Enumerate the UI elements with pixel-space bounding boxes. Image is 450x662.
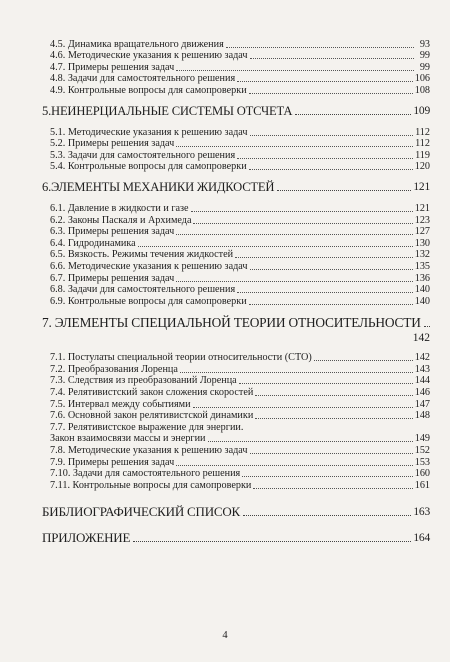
dot-leader [193,223,412,224]
appendix-page: 164 [413,531,430,544]
bibliography-page: 163 [413,505,430,518]
dot-leader [176,465,412,466]
entry-title: 6.4. Гидродинамика [50,237,136,249]
entry-title: 5.2. Примеры решения задач [50,138,175,150]
toc-entry [50,50,430,62]
dot-leader [250,58,414,59]
toc-entry [50,214,430,226]
dot-leader [314,360,413,361]
entry-title: 4.6. Методические указания к решению задач [50,50,248,62]
dot-leader [235,257,413,258]
entry-page: 140 [414,284,430,296]
entry-page: 130 [414,237,430,249]
toc-entry [50,202,430,214]
entry-title: 6.7. Примеры решения задач [50,272,175,284]
ch5-section-list [50,126,430,172]
entry-page: 119 [415,149,430,161]
table-of-contents [42,38,430,553]
entry-title: 7.9. Примеры решения задач [50,456,175,468]
toc-entry [50,421,430,433]
entry-title: 5.3. Задачи для самостоятельного решения [50,149,236,161]
entry-title: 6.1. Давление в жидкости и газе [50,202,189,214]
dot-leader [249,93,413,94]
toc-entry [50,138,430,150]
entry-page: 132 [414,249,430,261]
entry-page: 99 [419,50,430,62]
dot-leader [250,269,413,270]
chapter-heading [42,180,430,194]
toc-entry [50,284,430,296]
entry-title: 7.2. Преобразования Лоренца [50,363,178,375]
entry-page: 152 [414,445,430,457]
entry-page: 99 [419,61,430,73]
dot-leader [242,476,412,477]
entry-title: 7.8. Методические указания к решению задач [50,445,248,457]
entry-page: 161 [414,479,430,491]
dot-leader [176,281,412,282]
entry-title: 7.6. Основной закон релятивистской динамики [50,410,254,422]
entry-page: 148 [414,410,430,422]
entry-title: 7.4. Релятивистский закон сложения скоростей [50,387,254,399]
dot-leader [249,304,413,305]
dot-leader [255,395,412,396]
toc-entry [50,386,430,398]
appendix-heading [42,531,430,545]
toc-entry [50,352,430,364]
dot-leader [226,47,414,48]
toc-entry [50,410,430,422]
dot-leader [237,292,413,293]
entry-page: 144 [414,375,430,387]
entry-title: 5.4. Контрольные вопросы для самопроверки [50,161,247,173]
entry-title: Закон взаимосвязи массы и энергии [50,433,206,445]
entry-page: 120 [414,161,430,173]
toc-entry [50,237,430,249]
chapter-title: 6.ЭЛЕМЕНТЫ МЕХАНИКИ ЖИДКОСТЕЙ [42,180,275,195]
dot-leader [250,135,414,136]
chapter-page: 109 [413,104,430,117]
bibliography-title: БИБЛИОГРАФИЧЕСКИЙ СПИСОК [42,503,241,519]
toc-entry [50,468,430,480]
entry-title: 7.11. Контрольные вопросы для самопроверки [50,479,252,491]
chapter-heading [42,316,430,330]
toc-entry [50,161,430,173]
entry-title: 6.6. Методические указания к решению задач [50,260,248,272]
toc-entry [50,249,430,261]
appendix-title: ПРИЛОЖЕНИЕ [42,529,131,545]
dot-leader [180,372,413,373]
entry-page: 108 [414,84,430,96]
toc-entry [50,126,430,138]
entry-title: 7.5. Интервал между событиями [50,398,191,410]
entry-title: 6.5. Вязкость. Режимы течения жидкостей [50,249,234,261]
dot-leader [253,488,412,489]
dot-leader [176,146,413,147]
entry-page: 153 [414,456,430,468]
dot-leader [237,158,413,159]
entry-page: 143 [414,363,430,375]
entry-title: 6.9. Контрольные вопросы для самопроверки [50,295,247,307]
entry-title: 7.1. Постулаты специальной теории относительности (СТО) [50,352,312,364]
entry-title: 4.8. Задачи для самостоятельного решения [50,73,236,85]
dot-leader [176,234,412,235]
ch7-section-list [50,352,430,491]
entry-title: 4.9. Контрольные вопросы для самопроверки [50,84,247,96]
entry-page: 123 [414,214,430,226]
chapter-title: 5.НЕИНЕРЦИАЛЬНЫЕ СИСТЕМЫ ОТСЧЕТА [42,103,293,118]
toc-entry [50,149,430,161]
toc-entry [50,226,430,238]
toc-entry [50,433,430,445]
dot-leader [424,326,430,327]
chapter-page: 121 [413,181,430,194]
dot-leader [249,169,413,170]
dot-leader [191,211,413,212]
entry-page: 112 [415,126,430,138]
dot-leader [295,114,411,115]
toc-entry [50,398,430,410]
toc-entry [50,38,430,50]
toc-entry [50,260,430,272]
entry-title: 6.8. Задачи для самостоятельного решения [50,284,236,296]
toc-entry [50,272,430,284]
dot-leader [193,407,413,408]
chapter-page: 142 [412,331,430,344]
dot-leader [138,246,413,247]
page-number: 4 [222,630,228,641]
toc-entry [50,61,430,73]
entry-title: 4.5. Динамика вращательного движения [50,38,224,50]
entry-page: 136 [414,272,430,284]
entry-title: 7.10. Задачи для самостоятельного решения [50,468,241,480]
toc-entry [50,73,430,85]
entry-page: 160 [414,468,430,480]
entry-page: 147 [414,398,430,410]
dot-leader [176,70,414,71]
entry-title: 7.7. Релятивистское выражение для энергии. [50,421,244,433]
dot-leader [208,441,413,442]
dot-leader [243,515,411,516]
dot-leader [255,418,412,419]
entry-title: 5.1. Методические указания к решению задач [50,126,248,138]
entry-page: 121 [414,202,430,214]
dot-leader [237,81,413,82]
dot-leader [277,190,411,191]
entry-page: 140 [414,295,430,307]
entry-title: 4.7. Примеры решения задач [50,61,175,73]
entry-title: 6.3. Примеры решения задач [50,226,175,238]
toc-entry [50,295,430,307]
entry-page: 112 [415,138,430,150]
bibliography-heading [42,505,430,519]
toc-entry [50,479,430,491]
entry-page: 149 [414,433,430,445]
ch6-section-list [50,202,430,306]
toc-entry [50,456,430,468]
toc-entry [50,375,430,387]
toc-entry [50,363,430,375]
entry-title: 7.3. Следствия из преобразований Лоренца [50,375,237,387]
dot-leader [250,453,413,454]
entry-page: 135 [414,260,430,272]
entry-page: 93 [419,38,430,50]
toc-entry [50,444,430,456]
chapter-heading [42,104,430,118]
toc-entry [50,84,430,96]
entry-page: 142 [414,352,430,364]
entry-title: 6.2. Законы Паскаля и Архимеда [50,214,192,226]
entry-page: 146 [414,387,430,399]
chapter-title: 7. ЭЛЕМЕНТЫ СПЕЦИАЛЬНОЙ ТЕОРИИ ОТНОСИТЕЛЬНОСТИ [42,314,421,330]
dot-leader [133,541,411,542]
ch4-section-list [50,38,430,96]
entry-page: 106 [414,73,430,85]
entry-page: 127 [414,226,430,238]
dot-leader [239,383,413,384]
